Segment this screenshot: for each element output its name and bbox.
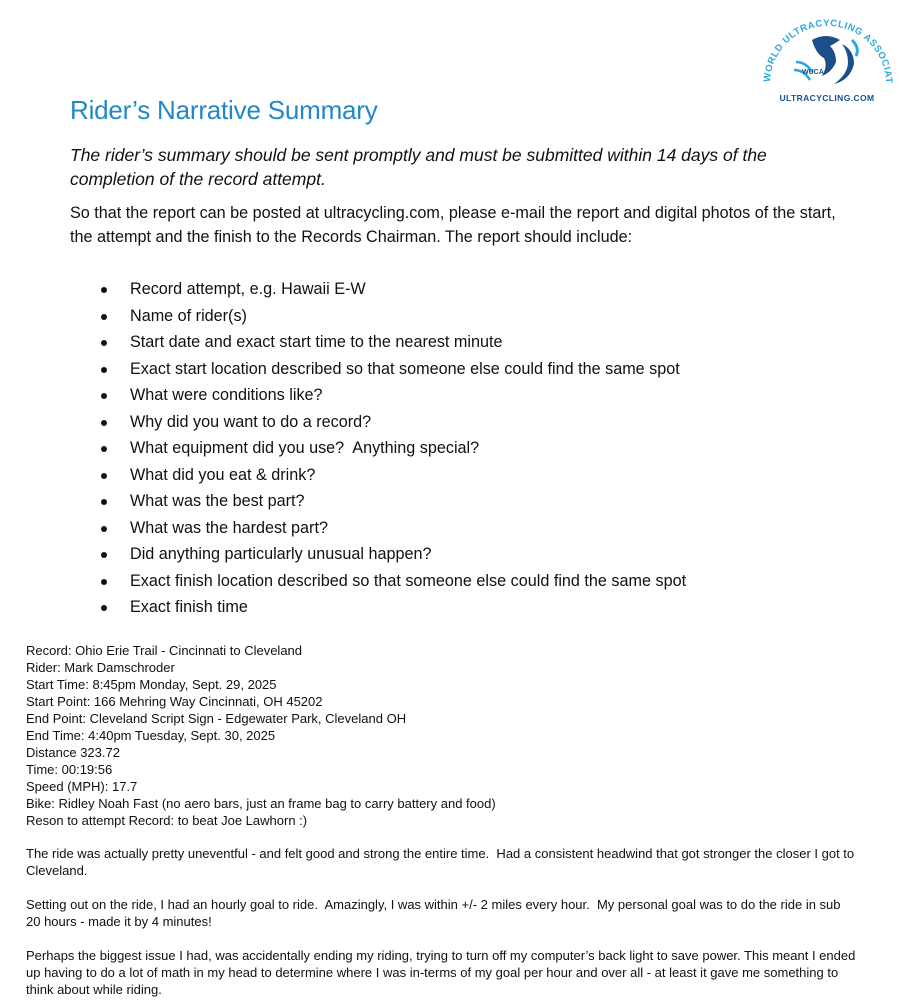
speed: Speed (MPH): 17.7 [26, 779, 138, 794]
end-time: End Time: 4:40pm Tuesday, Sept. 30, 2025 [26, 728, 276, 743]
checklist-item [100, 488, 686, 515]
checklist-item-text: Why did you want to do a record? [130, 412, 372, 431]
checklist-item-text: What equipment did you use? Anything special? [130, 439, 480, 457]
checklist-item [100, 515, 686, 542]
bullet-icon [101, 579, 107, 585]
checklist-item [100, 462, 686, 489]
start-time: Start Time: 8:45pm Monday, Sept. 29, 2025 [26, 677, 277, 692]
checklist-item-text: Exact start location described so that someone else could find the same spot [130, 359, 680, 378]
end-point: End Point: Cleveland Script Sign - Edgewater Park, Cleveland OH [26, 711, 407, 726]
bike: Bike: Ridley Noah Fast (no aero bars, just an frame bag to carry battery and food) [26, 796, 496, 811]
checklist-item [100, 568, 686, 595]
bullet-icon [101, 314, 107, 320]
report-checklist [100, 276, 686, 621]
checklist-item-text: Exact finish location described so that someone else could find the same spot [130, 571, 687, 590]
bullet-icon [101, 499, 107, 505]
checklist-item [100, 276, 686, 303]
elapsed-time: Time: 00:19:56 [26, 762, 113, 777]
checklist-item [100, 303, 686, 330]
checklist-item [100, 435, 686, 462]
checklist-item [100, 409, 686, 436]
record-name: Record: Ohio Erie Trail - Cincinnati to Cleveland [26, 643, 303, 658]
narrative-paragraph: Perhaps the biggest issue I had, was accidentally ending my riding, trying to turn off my computer’s back light to save power. This meant I ended up having to do a lot of math in my head to determine where I was in-terms of my goal per hour and over all - at least it gave me something to think about while riding. [26, 948, 859, 997]
submission-instructions: So that the report can be posted at ultracycling.com, please e-mail the report and digital photos of the start, the attempt and the finish to the Records Chairman. The report should include: [70, 204, 836, 246]
record-details [26, 642, 496, 829]
bullet-icon [101, 367, 107, 373]
narrative-paragraph: The ride was actually pretty uneventful - and felt good and strong the entire time. Had a consistent headwind that got stronger the closer I got to Cleveland. [26, 846, 858, 878]
reason: Reson to attempt Record: to beat Joe Lawhorn :) [26, 813, 308, 828]
bullet-icon [101, 552, 107, 558]
logo-url-text: ULTRACYCLING.COM [779, 93, 875, 103]
checklist-item [100, 541, 686, 568]
narrative-paragraph: Setting out on the ride, I had an hourly goal to ride. Amazingly, I was within +/- 2 miles every hour. My personal goal was to do the ride in sub 20 hours - made it by 4 minutes! [26, 897, 845, 929]
bullet-icon [101, 473, 107, 479]
distance: Distance 323.72 [26, 745, 120, 760]
checklist-item [100, 356, 686, 383]
logo-badge-text: WUCA [802, 69, 824, 76]
logo-arc-text: WORLD ULTRACYCLING ASSOCIAT [761, 17, 895, 85]
checklist-item-text: Start date and exact start time to the nearest minute [130, 333, 503, 351]
start-point: Start Point: 166 Mehring Way Cincinnati, OH 45202 [26, 694, 323, 709]
checklist-item-text: What were conditions like? [130, 386, 323, 404]
checklist-item [100, 594, 686, 621]
wuca-logo-graphic [756, 6, 898, 106]
checklist-item-text: What was the hardest part? [130, 518, 328, 537]
checklist-item [100, 382, 686, 409]
rider-name: Rider: Mark Damschroder [26, 660, 175, 675]
swoosh-icon [852, 40, 857, 56]
checklist-item-text: Did anything particularly unusual happen? [130, 545, 432, 563]
bullet-icon [101, 393, 107, 399]
checklist-item-text: What was the best part? [130, 492, 305, 510]
checklist-item-text: Name of rider(s) [130, 306, 247, 325]
submission-deadline-note: The rider’s summary should be sent promptly and must be submitted within 14 days of the completion of the record attempt. [70, 145, 767, 189]
checklist-item [100, 329, 686, 356]
bullet-icon [101, 446, 107, 452]
checklist-item-text: Exact finish time [130, 598, 248, 616]
wuca-logo [756, 6, 898, 106]
bullet-icon [101, 420, 107, 426]
rider-wheel-shape [834, 44, 854, 84]
checklist-item-text: Record attempt, e.g. Hawaii E-W [130, 280, 366, 298]
bullet-icon [101, 287, 107, 293]
bullet-icon [101, 605, 107, 611]
checklist-item-text: What did you eat & drink? [130, 465, 316, 484]
page-title: Rider’s Narrative Summary [70, 95, 378, 125]
bullet-icon [101, 526, 107, 532]
bullet-icon [101, 340, 107, 346]
